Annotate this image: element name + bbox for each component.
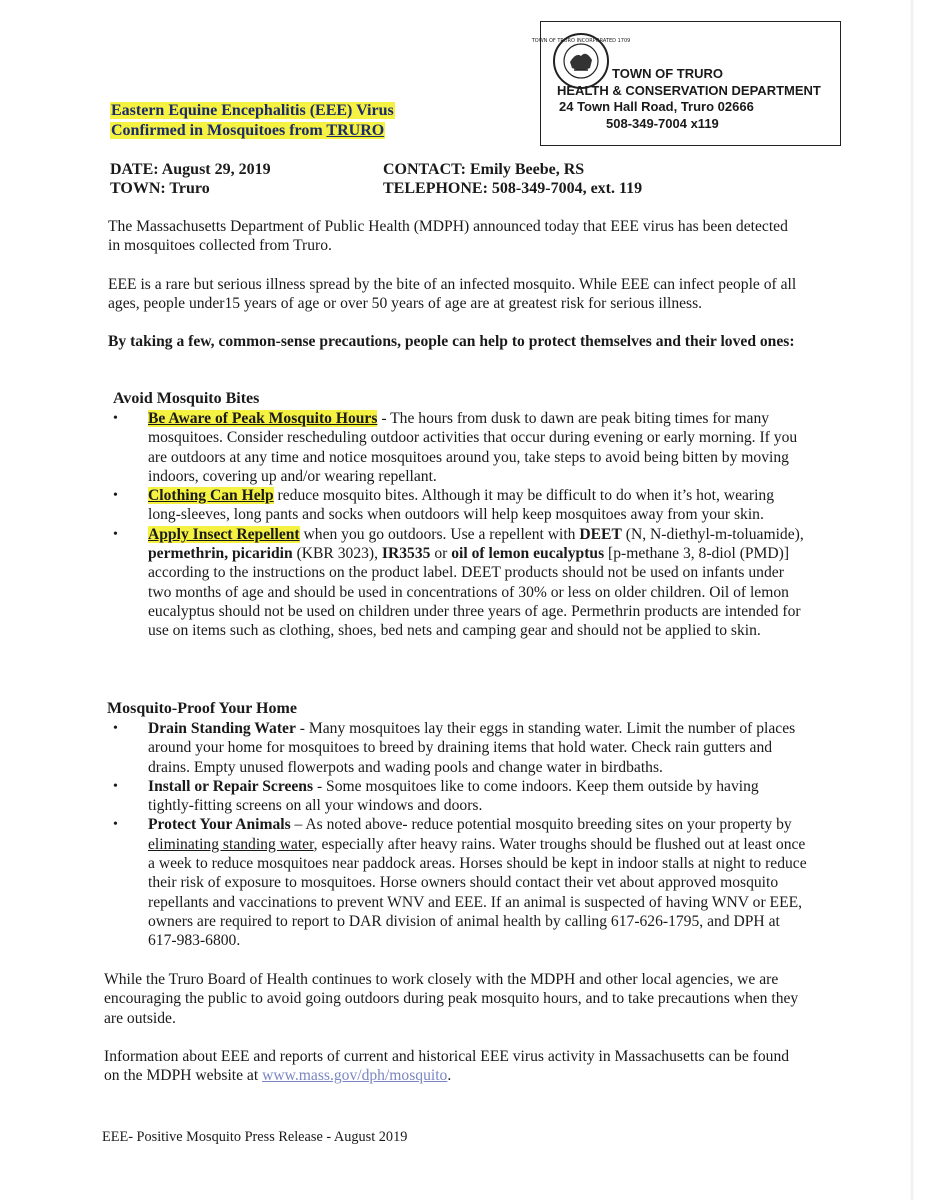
list-item xyxy=(108,777,808,816)
eliminating-standing-water-link[interactable]: eliminating standing water xyxy=(148,835,314,853)
mosquito-proof-list xyxy=(108,719,808,951)
bullet-icon: • xyxy=(113,526,118,542)
list-item: • Apply Insect Repellent when you go outdoors. Use a repellent with DEET (N, N-diethyl-m-toluamide), permethrin, picaridin (KBR 3023), IR3535 or oil of lemon eucalyptus [p-methane 3, 8-diol (PMD)] according to the instructions on the product label. DEET products should not be used on infants under two months of age and should be used in concentrations of 30% or less on older children. Oil of lemon eucalyptus should not be used on children under three years of age. Permethrin products are intended for use on items such as clothing, shoes, bed nets and camping gear and should not be applied to skin. xyxy=(113,525,804,640)
release-meta-right xyxy=(383,160,642,198)
release-meta-left xyxy=(110,160,271,198)
scan-edge-shadow xyxy=(910,0,914,1200)
bullet-title: Be Aware of Peak Mosquito Hours xyxy=(148,410,378,427)
contact-name: CONTACT: Emily Beebe, RS xyxy=(383,161,585,178)
bullet-text: - The hours from dusk to dawn are peak biting times for many mosquitoes. Consider rescheduling outdoor activities that occur during evening or early morning. If you are outdoors at any time and notice mosquitoes around you, take steps to avoid being bitten by moving indoors, covering up and/or wearing repellant. xyxy=(148,410,798,485)
precautions-paragraph: By taking a few, common-sense precautions, people can help to protect themselves and their loved ones: xyxy=(108,333,795,350)
bullet-text: reduce mosquito bites. Although it may be difficult to do when it’s hot, wearing long-sleeves, long pants and socks when outdoors will help keep mosquitoes away from your skin. xyxy=(148,487,775,524)
mdph-mosquito-link[interactable]: www.mass.gov/dph/mosquito xyxy=(262,1067,448,1085)
list-item xyxy=(108,486,808,525)
department-address: 24 Town Hall Road, Truro 02666 xyxy=(559,99,754,114)
board-of-health-paragraph: While the Truro Board of Health continues to work closely with the MDPH and other local agencies, we are encouraging the public to avoid going outdoors during peak mosquito hours, and to take precautions when they are outside. xyxy=(104,971,799,1027)
department-name: HEALTH & CONSERVATION DEPARTMENT xyxy=(557,82,821,98)
bullet-icon: • xyxy=(113,817,118,833)
release-date: DATE: August 29, 2019 xyxy=(110,161,271,178)
bullet-title: Install or Repair Screens xyxy=(148,777,314,795)
bullet-icon: • xyxy=(113,411,118,426)
page-footer: EEE- Positive Mosquito Press Release - August 2019 xyxy=(102,1129,408,1145)
more-info-paragraph: Information about EEE and reports of current and historical EEE virus activity in Massachusetts can be found on the MDPH website at www.mass.gov/dph/mosquito. xyxy=(104,1048,790,1085)
avoid-bites-heading: Avoid Mosquito Bites xyxy=(113,390,260,407)
list-item xyxy=(108,409,808,486)
title-town: TRURO xyxy=(326,121,385,139)
release-town: TOWN: Truro xyxy=(110,180,210,197)
bullet-title: Protect Your Animals xyxy=(148,816,291,834)
title-line-2: Confirmed in Mosquitoes from TRURO xyxy=(111,121,385,139)
bullet-title: Clothing Can Help xyxy=(148,487,274,505)
mosquito-proof-heading: Mosquito-Proof Your Home xyxy=(107,700,297,717)
contact-telephone: TELEPHONE: 508-349-7004, ext. 119 xyxy=(383,180,643,197)
title-line-1: Eastern Equine Encephalitis (EEE) Virus xyxy=(111,102,394,119)
bullet-icon: • xyxy=(113,778,118,794)
bullet-text: - Some mosquitoes like to come indoors. Keep them outside by having tightly-fitting screens on all your windows and doors. xyxy=(148,777,759,815)
press-release-title xyxy=(110,101,395,140)
department-contact-block xyxy=(557,66,837,132)
town-name: TOWN OF TRURO xyxy=(612,66,723,81)
avoid-bites-list xyxy=(108,409,808,641)
intro-paragraph: The Massachusetts Department of Public Health (MDPH) announced today that EEE virus has been detected in mosquitoes collected from Truro. xyxy=(108,218,788,255)
list-item: • Protect Your Animals – As noted above- reduce potential mosquito breeding sites on your property by eliminating standing water, especially after heavy rains. Water troughs should be flushed out at least once a week to reduce mosquitoes near paddock areas. Horses should be kept in indoor stalls at night to reduce their risk of exposure to mosquitoes. Horse owners should contact their vet about approved mosquito repellants and vaccinations to prevent WNV and EEE. If an animal is suspected of having WNV or EEE, owners are required to report to DAR division of animal health by calling 617-626-1795, and DPH at 617-983-6800. xyxy=(113,816,807,950)
bullet-text: - Many mosquitoes lay their eggs in standing water. Limit the number of places around your home for mosquitoes to breed by draining items that hold water. Check rain gutters and drains. Empty unused flowerpots and wading pools and change water in birdbaths. xyxy=(148,720,796,776)
bullet-title: Apply Insect Repellent xyxy=(148,525,300,543)
list-item xyxy=(108,719,808,777)
bullet-icon: • xyxy=(113,721,118,736)
department-phone: 508-349-7004 x119 xyxy=(606,115,719,131)
svg-text:TOWN OF TRURO INCORPORATED 170: TOWN OF TRURO INCORPORATED 1709 xyxy=(531,38,631,44)
bullet-icon: • xyxy=(113,488,118,504)
eee-risk-paragraph: EEE is a rare but serious illness spread by the bite of an infected mosquito. While EEE can infect people of all ages, people under15 years of age or over 50 years of age are at greatest risk for serious illness. xyxy=(108,276,797,313)
bullet-title: Drain Standing Water xyxy=(148,720,296,737)
